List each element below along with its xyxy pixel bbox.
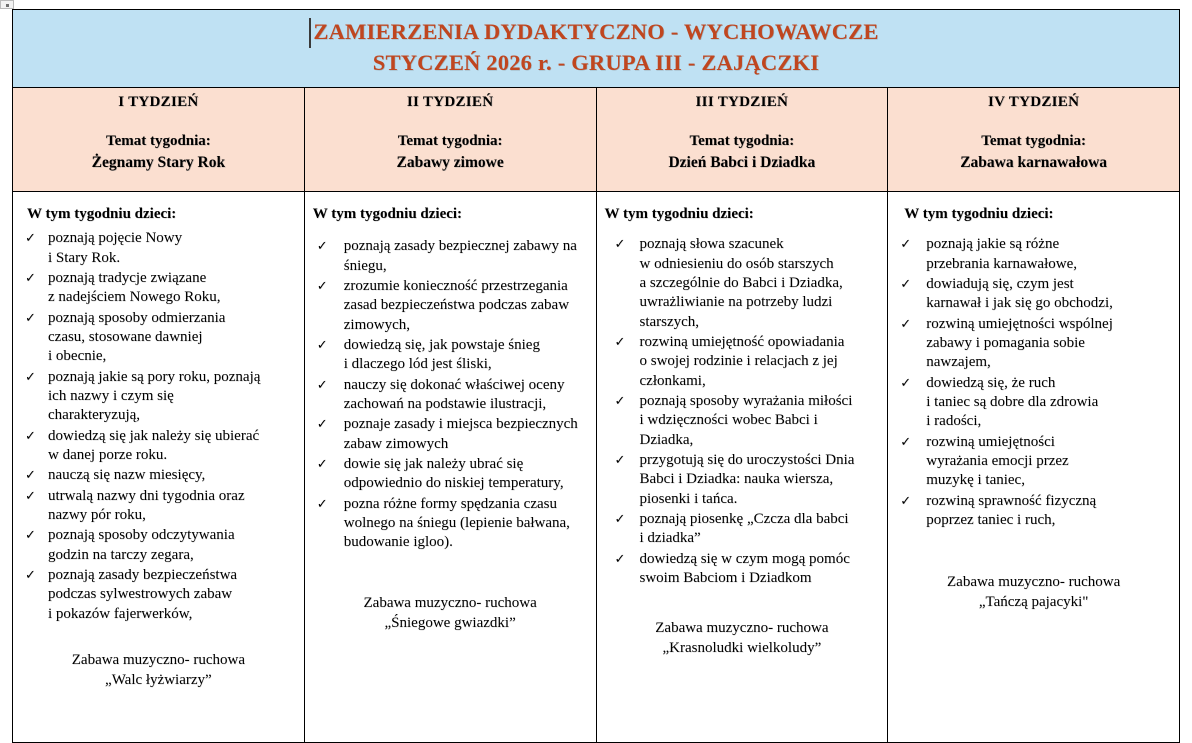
intro-text-3: W tym tygodniu dzieci: — [604, 206, 754, 223]
checkmark-icon: ✓ — [614, 392, 626, 408]
goal-text: nauczą się nazw miesięcy, — [48, 467, 206, 484]
week-topic-3: Dzień Babci i Dziadka — [668, 154, 816, 172]
week-topic-label-4: Temat tygodnia: — [981, 133, 1087, 150]
week-topic-1: Żegnamy Stary Rok — [91, 154, 226, 172]
goal-item — [605, 510, 880, 549]
goal-text: poznają pojęcie Nowy i Stary Rok. — [48, 230, 183, 266]
week-number-3: III TYDZIEŃ — [695, 94, 789, 111]
goal-item — [313, 415, 588, 454]
checkmark-icon: ✓ — [900, 433, 912, 449]
goal-text: dowiedzą się w czym mogą pomóc swoim Babciom i Dziadkom — [639, 550, 850, 587]
goal-item — [313, 277, 588, 335]
goal-item — [605, 550, 880, 589]
goal-text: poznaje zasady i miejsca bezpiecznych zabaw zimowych — [343, 416, 578, 452]
goal-text: poznają sposoby wyrażania miłości i wdzięczności wobec Babci i Dziadka, — [639, 392, 853, 448]
intro-text-4: W tym tygodniu dzieci: — [904, 206, 1054, 223]
activity-text-2: Zabawa muzyczno- ruchowa „Śniegowe gwiazdki” — [363, 594, 537, 631]
goal-item — [896, 275, 1171, 314]
goal-text: poznają tradycje związane z nadejściem Nowego Roku, — [48, 269, 221, 306]
week-body-3 — [596, 192, 888, 743]
checkmark-icon: ✓ — [316, 277, 328, 293]
goal-item — [313, 336, 588, 375]
activity-text-4: Zabawa muzyczno- ruchowa „Tańczą pajacyki" — [947, 574, 1121, 611]
week-header-row — [13, 88, 1180, 192]
goal-list-2 — [313, 237, 588, 553]
goal-text: poznają piosenkę „Czcza dla babci i dziadka” — [639, 511, 849, 547]
goal-item — [896, 235, 1171, 274]
goal-item — [313, 237, 588, 276]
checkmark-icon: ✓ — [900, 374, 912, 390]
week-topic-label-2: Temat tygodnia: — [397, 133, 503, 150]
goal-item — [605, 392, 880, 450]
goal-text: poznają jakie są pory roku, poznają ich nazwy i czym się charakteryzują, — [48, 368, 261, 424]
plan-table-wrapper — [12, 9, 1180, 701]
window-corner-artifact — [0, 0, 14, 9]
checkmark-icon: ✓ — [25, 368, 36, 384]
checkmark-icon: ✓ — [25, 309, 36, 325]
checkmark-icon: ✓ — [25, 269, 36, 285]
activity-text-1: Zabawa muzyczno- ruchowa „Walc łyżwiarzy” — [71, 652, 245, 689]
goal-item — [21, 368, 296, 426]
goal-item — [896, 315, 1171, 373]
goal-item — [21, 427, 296, 466]
goal-item — [313, 495, 588, 553]
checkmark-icon: ✓ — [900, 236, 912, 252]
week-body-4 — [888, 192, 1180, 743]
checkmark-icon: ✓ — [316, 238, 328, 254]
checkmark-icon: ✓ — [900, 315, 912, 331]
goal-text: dowiedzą się jak należy się ubierać w danej porze roku. — [48, 427, 260, 463]
goal-item — [21, 466, 296, 485]
goal-list-3 — [605, 235, 880, 588]
title-row — [13, 10, 1180, 88]
intro-text-2: W tym tygodniu dzieci: — [312, 206, 463, 223]
goal-text: pozna różne formy spędzania czasu wolnego na śniegu (lepienie bałwana, budowanie igloo). — [343, 495, 570, 551]
goal-text: rozwiną umiejętności wspólnej zabawy i pomagania sobie nawzajem, — [926, 315, 1113, 371]
goal-text: poznają słowa szacunek w odniesieniu do osób starszych a szczególnie do Babci i Dziadka, uwrażliwianie na potrzeby ludzi starszych, — [639, 236, 843, 330]
goal-item — [896, 433, 1171, 491]
goal-item — [21, 269, 296, 308]
goal-item — [896, 374, 1171, 432]
goal-text: dowie się jak należy ubrać się odpowiednio do niskiej temperatury, — [343, 455, 564, 492]
goal-text: poznają sposoby odczytywania godzin na tarczy zegara, — [48, 527, 235, 563]
week-number-2: II TYDZIEŃ — [406, 94, 494, 111]
goal-item — [21, 526, 296, 565]
week-header-4 — [888, 88, 1180, 192]
goal-text: poznają zasady bezpieczeństwa podczas sylwestrowych zabaw i pokazów fajerwerków, — [48, 567, 238, 622]
week-topic-4: Zabawa karnawałowa — [960, 154, 1108, 172]
checkmark-icon: ✓ — [614, 511, 626, 526]
goal-item — [896, 492, 1171, 531]
title-line-2: STYCZEŃ 2026 r. - GRUPA III - ZAJĄCZKI — [372, 49, 820, 75]
week-header-1 — [13, 88, 305, 192]
checkmark-icon: ✓ — [316, 336, 328, 352]
goal-text: dowiadują się, czym jest karnawał i jak się go obchodzi, — [926, 275, 1113, 312]
checkmark-icon: ✓ — [316, 455, 328, 471]
checkmark-icon: ✓ — [900, 275, 912, 291]
goal-item — [313, 376, 588, 415]
week-topic-label-3: Temat tygodnia: — [689, 133, 795, 150]
goal-text: utrwalą nazwy dni tygodnia oraz nazwy pór roku, — [48, 487, 245, 523]
checkmark-icon: ✓ — [614, 333, 626, 349]
checkmark-icon: ✓ — [614, 550, 626, 566]
checkmark-icon: ✓ — [25, 427, 36, 443]
checkmark-icon: ✓ — [614, 236, 626, 252]
goal-text: rozwiną umiejętności wyrażania emocji przez muzykę i taniec, — [926, 433, 1069, 489]
goal-text: poznają jakie są różne przebrania karnawałowe, — [926, 236, 1077, 272]
goal-text: dowiedzą się, że ruch i taniec są dobre dla zdrowia i radości, — [926, 374, 1099, 430]
goal-text: rozwiną sprawność fizyczną poprzez taniec i ruch, — [926, 492, 1097, 528]
goal-item — [605, 235, 880, 332]
week-number-1: I TYDZIEŃ — [118, 94, 199, 111]
goal-item — [313, 455, 588, 494]
intro-text-1: W tym tygodniu dzieci: — [27, 206, 177, 223]
goal-text: poznają sposoby odmierzania czasu, stosowane dawniej i obecnie, — [48, 309, 226, 365]
goal-text: poznają zasady bezpiecznej zabawy na śniegu, — [343, 238, 577, 274]
checkmark-icon: ✓ — [25, 487, 36, 503]
checkmark-icon: ✓ — [25, 567, 36, 583]
checkmark-icon: ✓ — [25, 467, 36, 483]
goal-item — [21, 309, 296, 367]
goal-item — [605, 333, 880, 391]
goal-item — [21, 487, 296, 526]
checkmark-icon: ✓ — [25, 230, 36, 246]
weekly-plan-table — [12, 9, 1180, 743]
goal-item — [21, 229, 296, 268]
document-title-cell — [13, 10, 1180, 88]
week-topic-2: Zabawy zimowe — [396, 154, 504, 172]
goal-item — [21, 566, 296, 624]
week-header-3 — [596, 88, 888, 192]
week-body-2 — [304, 192, 596, 743]
goal-list-4 — [896, 235, 1171, 530]
checkmark-icon: ✓ — [25, 527, 36, 543]
goal-text: przygotują się do uroczystości Dnia Babci i Dziadka: nauka wiersza, piosenki i tańca. — [639, 451, 855, 507]
week-topic-label-1: Temat tygodnia: — [105, 133, 211, 150]
goal-text: rozwiną umiejętność opowiadania o swojej rodzinie i relacjach z jej członkami, — [639, 333, 845, 389]
checkmark-icon: ✓ — [614, 451, 626, 467]
week-body-row — [13, 192, 1180, 743]
checkmark-icon: ✓ — [316, 376, 328, 392]
goal-text: nauczy się dokonać właściwej oceny zachowań na podstawie ilustracji, — [343, 376, 565, 412]
checkmark-icon: ✓ — [316, 416, 328, 432]
title-line-1: ZAMIERZENIA DYDAKTYCZNO - WYCHOWAWCZE — [313, 17, 878, 48]
checkmark-icon: ✓ — [900, 492, 912, 508]
goal-text: dowiedzą się, jak powstaje śnieg i dlaczego lód jest śliski, — [343, 336, 540, 373]
week-number-4: IV TYDZIEŃ — [988, 94, 1080, 111]
goal-item — [605, 451, 880, 509]
activity-text-3: Zabawa muzyczno- ruchowa „Krasnoludki wielkoludy” — [655, 620, 829, 657]
week-header-2 — [304, 88, 596, 192]
goal-text: zrozumie konieczność przestrzegania zasad bezpieczeństwa podczas zabaw zimowych, — [343, 277, 570, 333]
goal-list-1 — [21, 229, 296, 624]
checkmark-icon: ✓ — [316, 495, 328, 511]
week-body-1 — [13, 192, 305, 743]
